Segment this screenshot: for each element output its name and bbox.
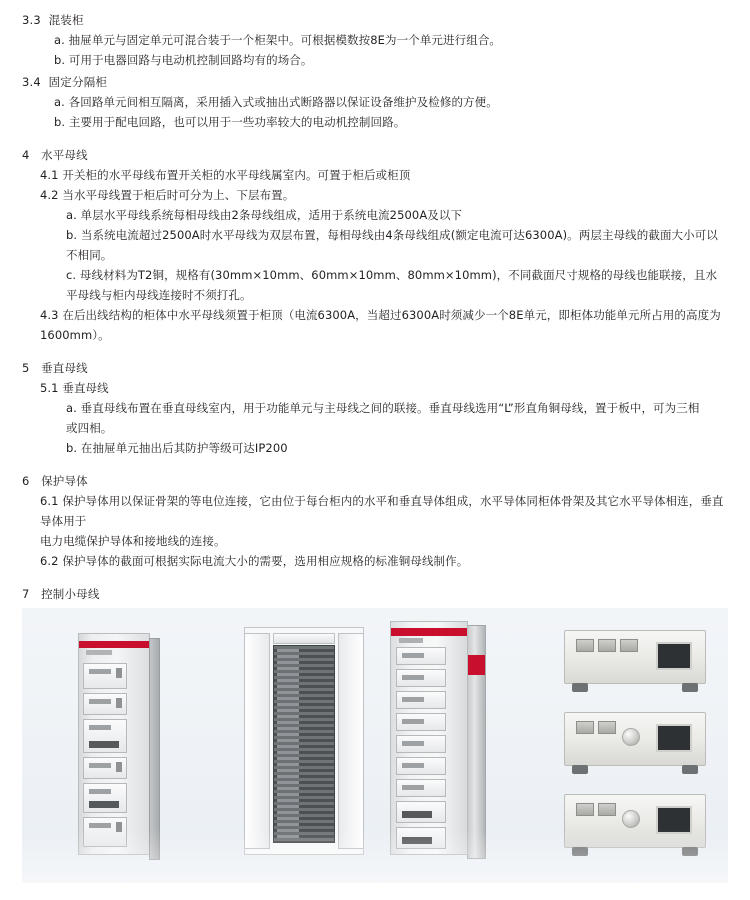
section-item: 或四相。 xyxy=(66,421,113,435)
drawer-unit xyxy=(396,691,446,709)
drawer-slot xyxy=(89,669,111,674)
cabinet-door-left xyxy=(244,633,270,849)
section-item: 6.1 保护导体用以保证骨架的等电位连接，它由位于每台柜内的水平和垂直导体组成，水平导体同柜体骨架及其它水平导体相连，垂直导体用于 xyxy=(40,494,724,528)
cabinet-top-panel xyxy=(273,633,335,644)
drawer-unit xyxy=(396,757,446,775)
photo-switchgear-drawer-type xyxy=(78,633,160,865)
section-heading: 4 水平母线 xyxy=(22,148,88,162)
section-item: b. 在抽屉单元抽出后其防护等级可达IP200 xyxy=(66,441,288,455)
section-item: a. 垂直母线布置在垂直母线室内，用于功能单元与主母线之间的联接。垂直母线选用“L”形直角铜母线，置于板中，可为三相 xyxy=(66,401,700,415)
photo-control-device-side xyxy=(564,712,706,774)
drawer-knob xyxy=(116,822,122,832)
section-item: 5.1 垂直母线 xyxy=(40,381,109,395)
drawer-unit xyxy=(83,817,127,847)
section-heading: 5 垂直母线 xyxy=(22,361,88,375)
photo-control-device-front xyxy=(564,630,706,692)
photo-switchgear-multi-drawer xyxy=(390,621,486,865)
drawer-unit xyxy=(396,801,446,823)
device-display xyxy=(656,724,692,752)
drawer-slot xyxy=(402,785,424,790)
drawer-slot xyxy=(89,823,111,828)
drawer-unit xyxy=(83,663,127,689)
cabinet-internal-modules xyxy=(277,649,299,839)
cabinet-top-red-band xyxy=(79,641,149,648)
device-foot xyxy=(572,683,588,692)
cabinet-logo xyxy=(86,650,112,655)
section-item: 6.2 保护导体的截面可根据实际电流大小的需要，选用相应规格的标准铜母线制作。 xyxy=(40,554,469,568)
cabinet-side-panel xyxy=(149,638,160,860)
drawer-unit xyxy=(396,827,446,849)
section-6 xyxy=(22,471,728,571)
section-item: b. 主要用于配电回路，也可以用于一些功率较大的电动机控制回路。 xyxy=(54,115,406,129)
device-display xyxy=(656,806,692,834)
drawer-slot xyxy=(89,789,111,794)
drawer-knob xyxy=(116,762,122,772)
drawer-slot xyxy=(402,719,424,724)
drawer-unit xyxy=(396,735,446,753)
section-4 xyxy=(22,145,728,345)
device-foot xyxy=(682,765,698,774)
photo-control-device-rear xyxy=(564,794,706,856)
section-item: 4.2 当水平母线置于柜后时可分为上、下层布置。 xyxy=(40,188,295,202)
device-port xyxy=(576,721,594,734)
device-port xyxy=(598,803,616,816)
section-3-4 xyxy=(22,72,728,132)
product-photo-band xyxy=(22,608,728,883)
drawer-vent xyxy=(89,741,119,748)
drawer-unit xyxy=(83,693,127,715)
device-knob xyxy=(622,728,640,746)
cabinet-side-red-marker xyxy=(468,655,485,675)
drawer-slot xyxy=(89,763,111,768)
device-display xyxy=(656,642,692,670)
section-item: b. 当系统电流超过2500A时水平母线为双层布置，每相母线由4条母线组成(额定电流可达6300A)。两层主母线的截面大小可以不相同。 xyxy=(66,228,718,262)
section-item: 4.1 开关柜的水平母线布置开关柜的水平母线属室内。可置于柜后或柜顶 xyxy=(40,168,411,182)
drawer-vent xyxy=(89,801,119,808)
drawer-vent xyxy=(402,837,432,844)
drawer-vent xyxy=(402,811,432,818)
device-foot xyxy=(682,683,698,692)
device-foot xyxy=(572,765,588,774)
section-5 xyxy=(22,358,728,458)
device-knob xyxy=(622,810,640,828)
device-foot xyxy=(682,847,698,856)
drawer-slot xyxy=(89,725,111,730)
section-item: a. 单层水平母线系统每相母线由2条母线组成，适用于系统电流2500A及以下 xyxy=(66,208,463,222)
section-heading: 6 保护导体 xyxy=(22,474,88,488)
section-heading: 3.3 混装柜 xyxy=(22,13,84,27)
photo-switchgear-open-doors xyxy=(244,627,364,865)
drawer-knob xyxy=(116,668,122,678)
section-heading: 3.4 固定分隔柜 xyxy=(22,75,108,89)
drawer-slot xyxy=(402,653,424,658)
section-item: a. 抽屉单元与固定单元可混合装于一个柜架中。可根据模数按8E为一个单元进行组合。 xyxy=(54,33,502,47)
section-item: b. 可用于电器回路与电动机控制回路均有的场合。 xyxy=(54,53,313,67)
device-port xyxy=(598,721,616,734)
device-port xyxy=(620,639,638,652)
cabinet-top-red-band xyxy=(391,628,467,636)
drawer-slot xyxy=(402,675,424,680)
drawer-slot xyxy=(89,699,111,704)
section-item: a. 各回路单元间相互隔离，采用插入式或抽出式断路器以保证设备维护及检修的方便。 xyxy=(54,95,498,109)
drawer-knob xyxy=(116,698,122,708)
drawer-unit xyxy=(83,719,127,753)
section-3-3 xyxy=(22,10,728,70)
device-port xyxy=(576,803,594,816)
drawer-slot xyxy=(402,763,424,768)
section-item: 电力电缆保护导体和接地线的连接。 xyxy=(40,534,226,548)
drawer-unit xyxy=(83,783,127,813)
drawer-slot xyxy=(402,697,424,702)
cabinet-logo xyxy=(399,638,423,643)
drawer-unit xyxy=(83,757,127,779)
device-foot xyxy=(572,847,588,856)
section-item: 4.3 在后出线结构的柜体中水平母线须置于柜顶（电流6300A，当超过6300A时须减少一个8E单元，即柜体功能单元所占用的高度为1600mm）。 xyxy=(40,308,721,342)
device-port xyxy=(576,639,594,652)
cabinet-door-right xyxy=(338,633,364,849)
drawer-slot xyxy=(402,741,424,746)
drawer-unit xyxy=(396,647,446,665)
section-item: c. 母线材料为T2铜，规格有(30mm×10mm、60mm×10mm、80mm×10mm)，不同截面尺寸规格的母线也能联接，且水平母线与柜内母线连接时不须打孔。 xyxy=(66,268,718,302)
drawer-unit xyxy=(396,669,446,687)
drawer-unit xyxy=(396,779,446,797)
device-port xyxy=(598,639,616,652)
section-heading: 7 控制小母线 xyxy=(22,587,100,601)
drawer-unit xyxy=(396,713,446,731)
